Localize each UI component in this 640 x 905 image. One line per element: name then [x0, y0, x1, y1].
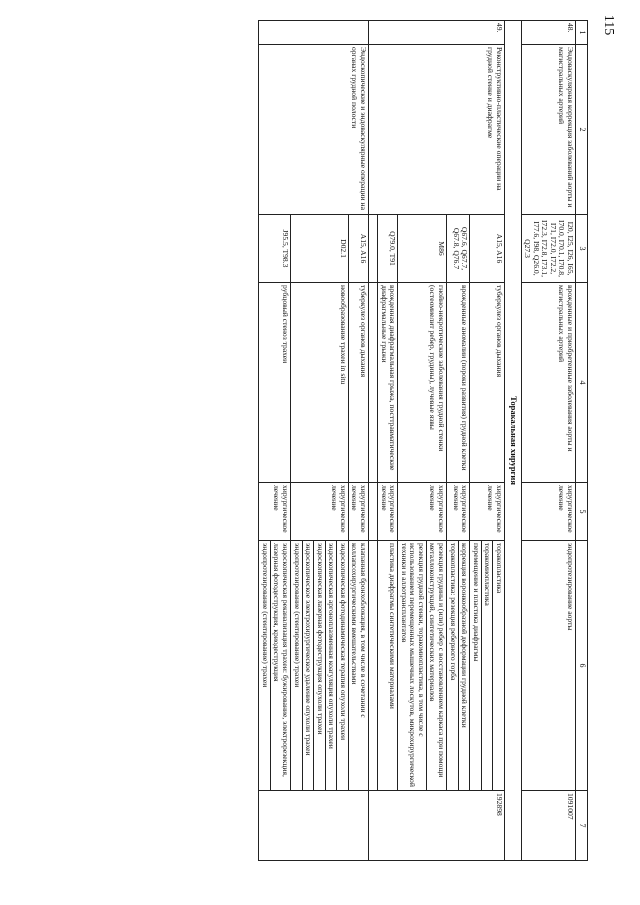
cost-value: 192898	[369, 791, 505, 861]
header-row	[576, 21, 588, 861]
treatment-method: эндоскопическая аргоноплазменная коагуляция опухоли трахеи	[325, 541, 337, 791]
patient-model: новообразование трахеи in situ	[290, 283, 348, 483]
row-number: 48.	[521, 21, 575, 45]
empty-cell	[369, 215, 378, 283]
treatment-method: эндопротезирование (стентирование) трахеи	[290, 541, 302, 791]
treatment-method: торакопластика	[493, 541, 505, 791]
header-cell: 3	[576, 215, 588, 283]
empty-cell	[369, 283, 378, 483]
treatment-method: резекция грудной стенки, торакомиопластика, в том числе с использованием перемещенных мышечных лоскутов, микрохирургической техники и аллотрансплантатов	[398, 541, 427, 791]
empty-cell	[369, 541, 378, 791]
treatment-type: хирургическое лечение	[447, 483, 470, 541]
treatment-method: эндоскопическая реканализация трахеи: бужирование, электрорезекция, лазерная фотодеструкция, криодеструкция	[270, 541, 290, 791]
section-row	[504, 21, 521, 861]
procedure-name: Эндоскопические и эндоваскулярные операции на органах грудной полости	[259, 45, 369, 215]
patient-model: врожденные и приобретенные заболевания аорты и магистральных артерий	[521, 283, 575, 483]
row-number	[259, 21, 369, 45]
header-cell: 1	[576, 21, 588, 45]
table-row	[521, 21, 575, 861]
icd-codes: M86	[398, 215, 447, 283]
treatment-method: клапанная бронхоблокация, в том числе в сочетании с коллапсохирургическими вмешательствами	[348, 541, 368, 791]
treatment-type: хирургическое лечение	[348, 483, 368, 541]
treatment-method: коррекция воронкообразной деформации грудной клетки	[458, 541, 470, 791]
treatment-type: хирургическое лечение	[259, 483, 291, 541]
treatment-type: хирургическое лечение	[521, 483, 575, 541]
empty-cell	[369, 483, 378, 541]
icd-codes: A15, A16	[470, 215, 505, 283]
section-title: Торакальная хирургия	[504, 21, 521, 861]
icd-codes: D02.1	[290, 215, 348, 283]
treatment-method: торакомиопластика	[481, 541, 493, 791]
treatment-method: резекция грудины и (или) ребер с восстановлением каркаса при помощи металлоконструкций, синтетических материалов	[426, 541, 446, 791]
treatment-method: эндоскопическая лазерная фотодеструкция опухоли трахеи	[314, 541, 326, 791]
treatment-type: хирургическое лечение	[398, 483, 447, 541]
header-cell: 4	[576, 283, 588, 483]
treatment-method: эндоскопическая фотодинамическая терапия опухоли трахеи	[337, 541, 349, 791]
treatment-type: хирургическое лечение	[378, 483, 398, 541]
header-cell: 2	[576, 45, 588, 215]
patient-model: гнойно-некротические заболевания грудной стенки (остеомиелит ребер, грудины), лучевые язвы	[398, 283, 447, 483]
rotated-page	[40, 20, 588, 860]
treatment-type: хирургическое лечение	[290, 483, 348, 541]
header-cell: 7	[576, 791, 588, 861]
patient-model: врожденная диафрагмальная грыжа, посттравматические диафрагмальные грыжи	[378, 283, 398, 483]
icd-codes: I20, I25, I26, I65, I70.0, I70.1, I70.8, I71, I72.0, I72.2, I72.3, I72.8, I73.1, I77.6, I98, Q26.0, Q27.3	[521, 215, 575, 283]
icd-codes: Q67.6, Q67.7, Q67.8, Q76.7	[447, 215, 470, 283]
header-cell: 6	[576, 541, 588, 791]
patient-model: туберкулез органов дыхания	[348, 283, 368, 483]
treatment-method: перемещение и пластика диафрагмы	[470, 541, 482, 791]
treatment-method: эндопротезирование (стентирование) трахеи	[259, 541, 271, 791]
treatment-method: эндоскопическое электрохирургическое удаление опухоли трахеи	[302, 541, 314, 791]
icd-codes: J95.5, T98.3	[259, 215, 291, 283]
icd-codes: Q79.0, T91	[378, 215, 398, 283]
icd-codes: A15, A16	[348, 215, 368, 283]
patient-model: рубцовый стеноз трахеи	[259, 283, 291, 483]
procedure-name: Реконструктивно-пластические операции на грудной стенке и диафрагме	[369, 45, 505, 215]
patient-model: туберкулез органов дыхания	[470, 283, 505, 483]
cost-value: 1091007	[521, 791, 575, 861]
procedures-table	[258, 20, 588, 861]
treatment-method: эндопротезирование аорты	[521, 541, 575, 791]
table-row	[493, 21, 505, 861]
table-row	[348, 21, 368, 861]
row-number: 49.	[369, 21, 505, 45]
page-number: 115	[601, 14, 617, 36]
procedure-name: Эндоваскулярная коррекция заболеваний аорты и магистральных артерий	[521, 45, 575, 215]
patient-model: врожденные аномалии (пороки развития) грудной клетки	[447, 283, 470, 483]
treatment-method: торакопластика: резекция реберного горба	[447, 541, 459, 791]
header-cell: 5	[576, 483, 588, 541]
treatment-method: пластика диафрагмы синтетическими материалами	[378, 541, 398, 791]
cost-value	[259, 791, 369, 861]
treatment-type: хирургическое лечение	[470, 483, 505, 541]
